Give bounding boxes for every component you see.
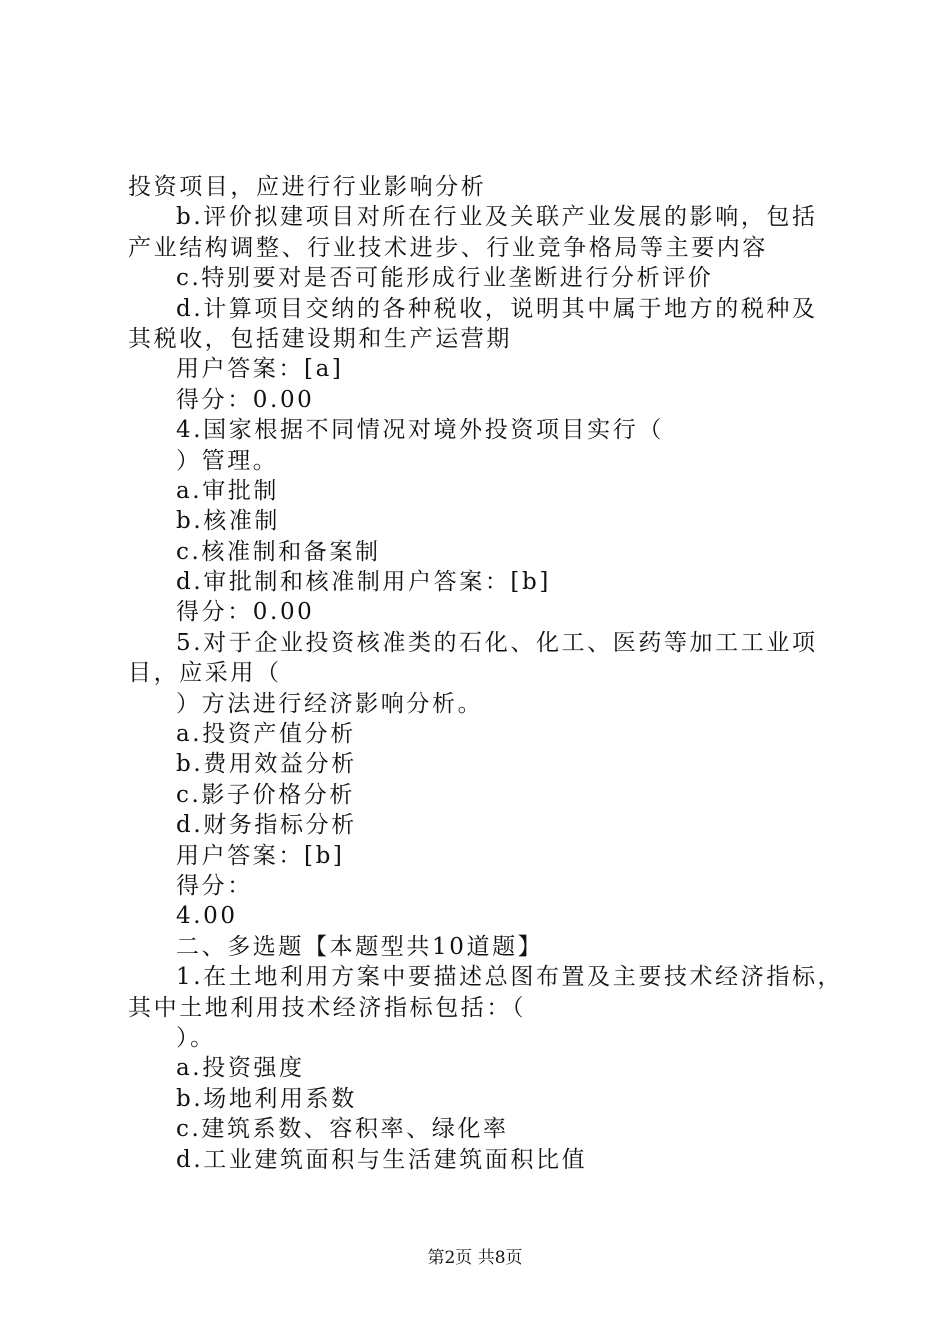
text-line: b.场地利用系数 <box>176 1085 357 1112</box>
document-body <box>128 172 844 1175</box>
text-line: 得分：0.00 <box>176 386 315 413</box>
text-line: 二、多选题【本题型共10道题】 <box>176 933 544 960</box>
text-line: ）管理。 <box>176 447 279 474</box>
text-line: d.计算项目交纳的各种税收，说明其中属于地方的税种及 <box>176 295 818 322</box>
text-line: 其税收，包括建设期和生产运营期 <box>128 325 512 352</box>
text-line: 4.00 <box>176 903 238 930</box>
text-line: a.审批制 <box>176 477 280 504</box>
text-line: 5.对于企业投资核准类的石化、化工、医药等加工工业项 <box>176 629 818 656</box>
text-line: c.建筑系数、容积率、绿化率 <box>176 1116 509 1143</box>
text-line: 1.在土地利用方案中要描述总图布置及主要技术经济指标， <box>176 964 844 991</box>
text-line: 4.国家根据不同情况对境外投资项目实行（ <box>176 417 664 444</box>
text-line: a.投资产值分析 <box>176 721 356 748</box>
text-line: 投资项目，应进行行业影响分析 <box>128 174 487 200</box>
text-line: 目，应采用（ <box>128 660 282 687</box>
text-line: b.费用效益分析 <box>176 751 357 778</box>
text-line: 得分：0.00 <box>176 599 315 626</box>
text-line: d.审批制和核准制用户答案：[b] <box>176 569 551 596</box>
text-line: 用户答案：[b] <box>176 842 345 869</box>
text-line: d.工业建筑面积与生活建筑面积比值 <box>176 1146 588 1173</box>
text-line: b.评价拟建项目对所在行业及关联产业发展的影响，包括 <box>176 204 818 231</box>
text-line: 产业结构调整、行业技术进步、行业竞争格局等主要内容 <box>128 234 768 261</box>
page-footer: 第2页 共8页 <box>427 1248 523 1268</box>
text-line: c.核准制和备案制 <box>176 538 381 565</box>
text-line: b.核准制 <box>176 508 281 535</box>
text-line: d.财务指标分析 <box>176 812 357 839</box>
text-line: c.影子价格分析 <box>176 781 355 808</box>
text-line: ）方法进行经济影响分析。 <box>176 690 484 717</box>
text-line: 得分： <box>176 872 253 899</box>
text-line: 其中土地利用技术经济指标包括：（ <box>128 994 527 1021</box>
text-line: ）。 <box>176 1024 216 1051</box>
text-line: c.特别要对是否可能形成行业垄断进行分析评价 <box>176 265 714 292</box>
text-line: a.投资强度 <box>176 1055 305 1082</box>
text-line: 用户答案：[a] <box>176 356 344 383</box>
